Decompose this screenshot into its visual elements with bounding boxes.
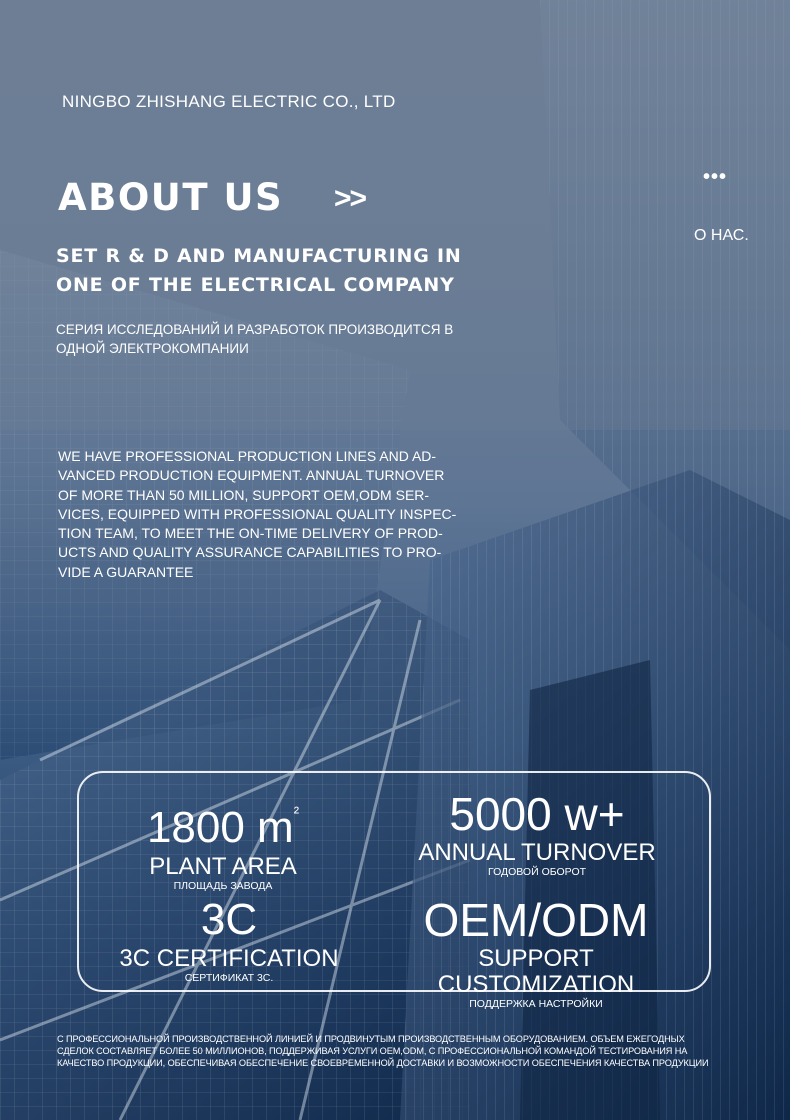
headline-ru-line: СЕРИЯ ИССЛЕДОВАНИЙ И РАЗРАБОТОК ПРОИЗВОДИТСЯ В [56,322,454,337]
stat-label: PLANT AREA [149,853,297,880]
stat-value: 1800 $m^{^2}$ [146,803,300,852]
stat-unit: ² [293,805,300,822]
stat-plant-area [73,788,373,893]
headline [56,242,536,300]
page-title: ABOUT US [58,176,284,219]
stat-label: ANNUAL TURNOVER [418,839,656,866]
description-line: WE HAVE PROFESSIONAL PRODUCTION LINES AND AD- [58,448,437,464]
description-line: TION TEAM, TO MEET THE ON-TIME DELIVERY OF PROD- [58,525,443,542]
double-arrow-icon: >> [334,182,366,215]
stat-annual-turnover [387,788,687,879]
headline-ru-line: ОДНОЙ ЭЛЕКТРОКОМПАНИИ [56,341,249,356]
description-line: OF MORE THAN 50 MILLION, SUPPORT OEM,ODM SER- [58,486,430,503]
footer-description-ru [57,1033,757,1069]
footer-line: С ПРОФЕССИОНАЛЬНОЙ ПРОИЗВОДСТВЕННОЙ ЛИНИЕЙ И ПРОДВИНУТЫМ ПРОИЗВОДСТВЕННЫМ ОБОРУДОВАНИЕМ. ОБЪЕМ ЕЖЕГОДНЫХ [57,1034,685,1044]
description-line: VICES, EQUIPPED WITH PROFESSIONAL QUALITY INSPEC- [58,505,457,522]
page-title-ru: О НАС. [694,227,749,244]
footer-line: СДЕЛОК СОСТАВЛЯЕТ БОЛЕЕ 50 МИЛЛИОНОВ, ПОДДЕРЖИВАЯ УСЛУГИ OEM,ODM, С ПРОФЕССИОНАЛЬНОЙ КОМАНДОЙ ТЕСТИРОВАНИЯ НА [57,1046,688,1056]
stat-label-ru: ПЛОЩАДЬ ЗАВОДА [173,880,273,892]
headline-ru [56,320,536,358]
footer-line: КАЧЕСТВО ПРОДУКЦИИ, ОБЕСПЕЧИВАЯ ОБЕСПЕЧЕНИЕ СВОЕВРЕМЕННОЙ ДОСТАВКИ И ВОЗМОЖНОСТИ ОБЕСПЕЧЕНИЯ КАЧЕСТВА ПРОДУКЦИИ [57,1058,709,1068]
stat-label-ru: СЕРТИФИКАТ 3С. [184,972,274,984]
stat-value: 3C [200,895,258,944]
description-line: VANCED PRODUCTION EQUIPMENT. ANNUAL TURNOVER [58,467,445,484]
stat-value: OEM/ODM [423,894,649,946]
stat-value: 5000 w+ [449,788,625,840]
stat-customization [386,894,686,1011]
stat-3c-certification [79,894,379,985]
more-dots-icon: ••• [703,166,728,188]
stat-label: SUPPORT CUSTOMIZATION [437,945,635,998]
description-line: UCTS AND QUALITY ASSURANCE CAPABILITIES TO PRO- [58,544,442,561]
description-line: VIDE A GUARANTEE [58,563,194,580]
headline-line: ONE OF THE ELECTRICAL COMPANY [56,274,455,296]
stat-label-ru: ПОДДЕРЖКА НАСТРОЙКИ [469,998,603,1010]
company-description [58,447,498,582]
stat-label-ru: ГОДОВОЙ ОБОРОТ [487,866,587,878]
headline-line: SET R & D AND MANUFACTURING IN [56,245,462,267]
stat-label: 3C CERTIFICATION [119,945,339,972]
company-name: NINGBO ZHISHANG ELECTRIC CO., LTD [62,92,396,111]
